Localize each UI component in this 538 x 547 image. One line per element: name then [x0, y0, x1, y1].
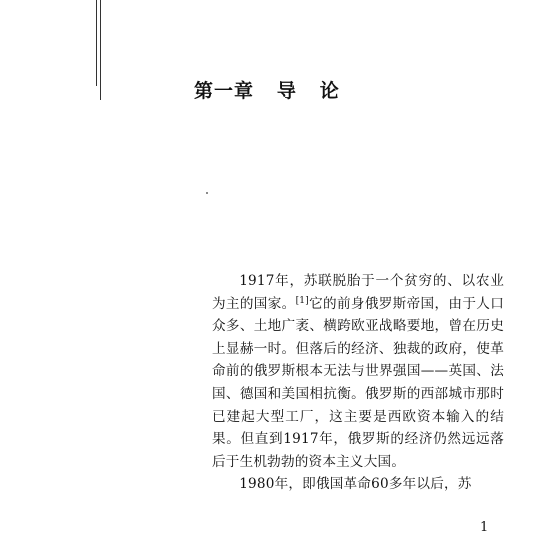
scan-speck [206, 192, 208, 194]
paragraph [212, 270, 504, 473]
paragraph: 1980年，即俄国革命60多年以后，苏 [239, 476, 472, 493]
body-text [212, 270, 504, 496]
footnote-reference[interactable]: [1] [295, 295, 309, 306]
binding-edge-line [96, 0, 97, 86]
page-number: 1 [480, 520, 489, 535]
paragraph-text: 它的前身俄罗斯帝国，由于人口众多、土地广袤、横跨欧亚战略要地，曾在历史上显赫一时。但落后的经济、独裁的政府，使革命前的俄罗斯根本无法与世界强国——英国、法国、德国和美国相抗衡。俄罗斯的西部城市那时已建起大型工厂，这主要是西欧资本输入的结果。但直到1917年，俄罗斯的经济仍然远远落后于生机勃勃的资本主义大国。 [212, 295, 504, 470]
chapter-title: 第一章 导 论 [194, 80, 340, 102]
binding-edge-line [100, 0, 101, 100]
paragraph-text: 1917年，苏联脱胎于一个贫穷的、以农业为主的国家。 [212, 273, 504, 312]
